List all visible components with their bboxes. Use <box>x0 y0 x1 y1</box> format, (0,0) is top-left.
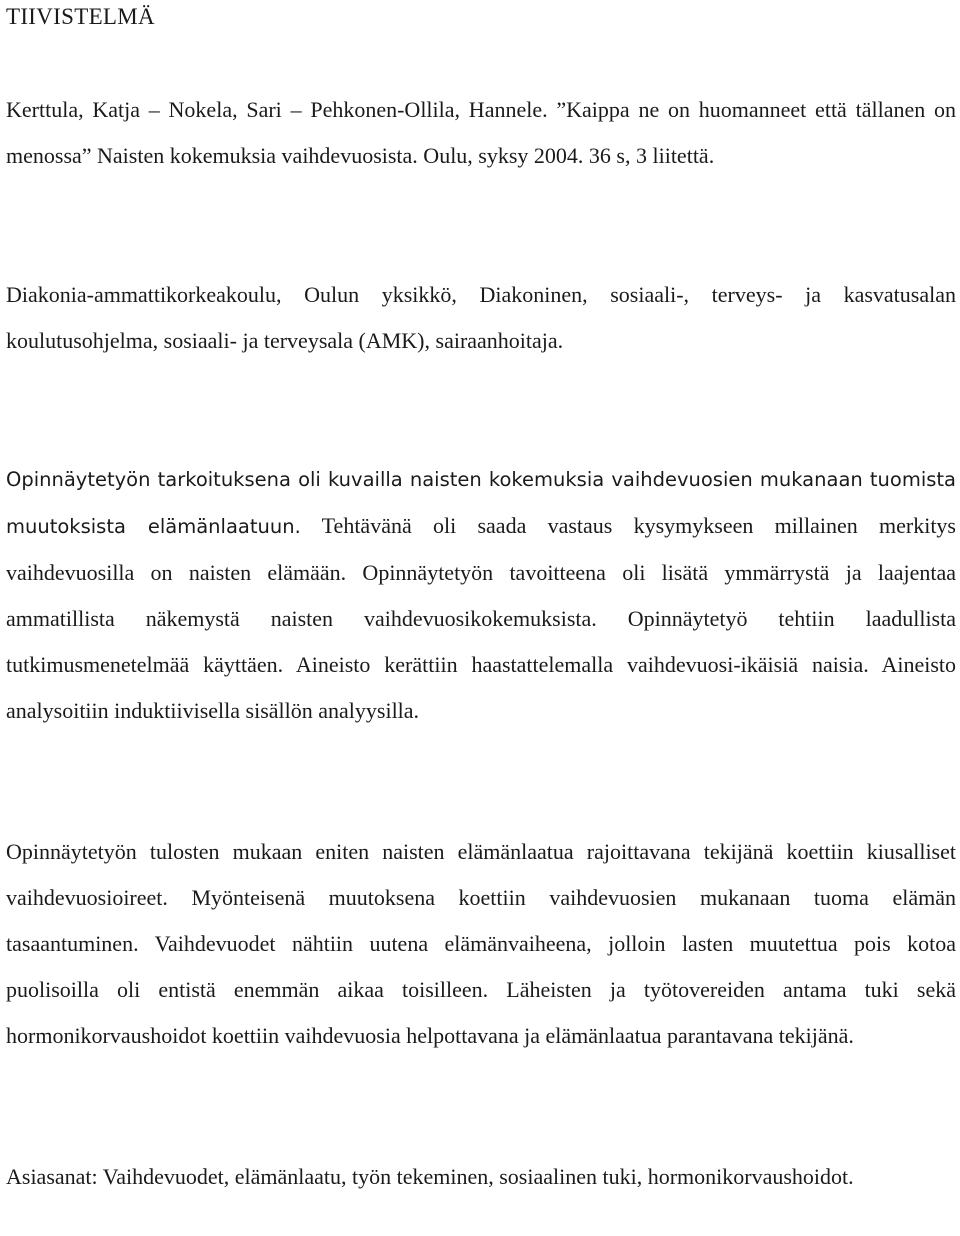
purpose-paragraph <box>6 457 956 734</box>
purpose-sans-text: Opinnäytetyön tarkoituksena oli kuvailla naisten kokemuksia vaihdevuosien mukanaan tuomista muutoksista elämänlaatuun. <box>6 468 956 538</box>
purpose-serif-text: Tehtävänä oli saada vastaus kysymykseen millainen merkitys vaihdevuosilla on naisten elämään. Opinnäytetyön tavoitteena oli lisätä ymmärrystä ja laajentaa ammatillista näkemystä naisten vaihdevuosikokemuksista. Opinnäytetyö tehtiin laadullista tutkimusmenetelmää käyttäen. Aineisto kerättiin haastattelemalla vaihdevuosi-ikäisiä naisia. Aineisto analysoitiin induktiivisella sisällön analyysilla. <box>6 513 956 723</box>
keywords-paragraph: Asiasanat: Vaihdevuodet, elämänlaatu, työn tekeminen, sosiaalinen tuki, hormonikorvaushoidot. <box>6 1164 854 1189</box>
page-title: TIIVISTELMÄ <box>6 4 155 29</box>
citation-paragraph: Kerttula, Katja – Nokela, Sari – Pehkonen-Ollila, Hannele. ”Kaippa ne on huomanneet että tällanen on menossa” Naisten kokemuksia vaihdevuosista. Oulu, syksy 2004. 36 s, 3 liitettä. <box>6 97 956 168</box>
school-paragraph: Diakonia-ammattikorkeakoulu, Oulun yksikkö, Diakoninen, sosiaali-, terveys- ja kasvatusalan koulutusohjelma, sosiaali- ja terveysala (AMK), sairaanhoitaja. <box>6 282 956 353</box>
results-paragraph: Opinnäytetyön tulosten mukaan eniten naisten elämänlaatua rajoittavana tekijänä koettiin kiusalliset vaihdevuosioireet. Myönteisenä muutoksena koettiin vaihdevuosien mukanaan tuoma elämän tasaantuminen. Vaihdevuodet nähtiin uutena elämänvaiheena, jolloin lasten muutettua pois kotoa puolisoilla oli entistä enemmän aikaa toisilleen. Läheisten ja työtovereiden antama tuki sekä hormonikorvaushoidot koettiin vaihdevuosia helpottavana ja elämänlaatua parantavana tekijänä. <box>6 839 956 1048</box>
